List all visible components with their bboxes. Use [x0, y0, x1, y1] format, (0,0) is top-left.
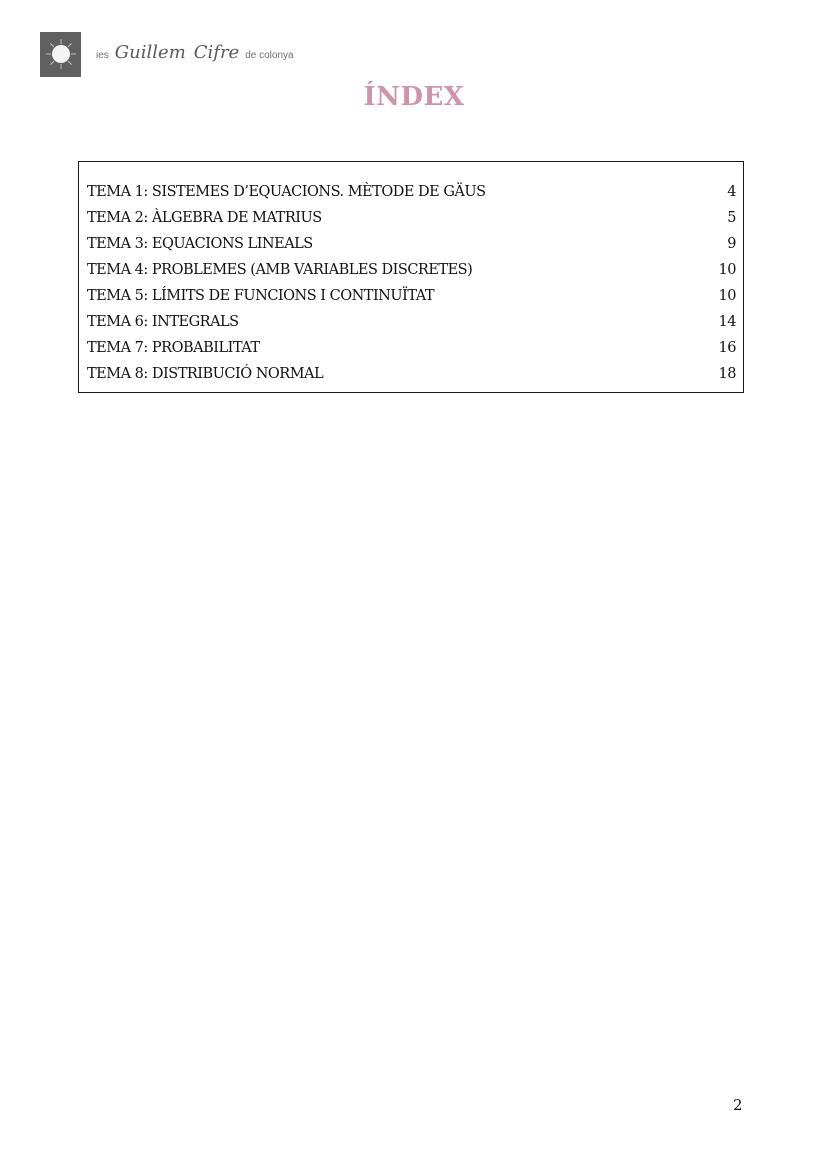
- toc-entry-label: TEMA 1: SISTEMES D’EQUACIONS. MÈTODE DE GÄUS: [87, 184, 486, 200]
- toc-entry-page: 18: [718, 366, 736, 382]
- brand-word-ies: ies: [96, 49, 109, 61]
- toc-list: [87, 179, 736, 387]
- brand-word-guillem: Guillem: [114, 41, 186, 63]
- toc-entry-label: TEMA 4: PROBLEMES (AMB VARIABLES DISCRETES): [87, 262, 473, 278]
- toc-entry-page: 16: [718, 340, 736, 356]
- toc-entry-1[interactable]: [87, 179, 736, 205]
- brand-word-colonya: de colonya: [245, 49, 294, 61]
- toc-entry-5[interactable]: [87, 283, 736, 309]
- toc-entry-label: TEMA 3: EQUACIONS LINEALS: [87, 236, 313, 252]
- toc-entry-2[interactable]: [87, 205, 736, 231]
- toc-entry-page: 5: [727, 210, 736, 226]
- brand-wordmark: [96, 42, 294, 63]
- toc-entry-page: 14: [718, 314, 736, 330]
- logo-box: [40, 32, 81, 77]
- toc-entry-page: 4: [727, 184, 736, 200]
- header-logo: [40, 31, 294, 77]
- page-title: ÍNDEX: [363, 82, 465, 112]
- toc-entry-6[interactable]: [87, 309, 736, 335]
- toc-entry-page: 9: [727, 236, 736, 252]
- toc-entry-label: TEMA 8: DISTRIBUCIÓ NORMAL: [87, 366, 324, 382]
- brand-word-cifre: Cifre: [193, 41, 240, 63]
- sun-circle-icon: [45, 38, 77, 70]
- toc-entry-label: TEMA 5: LÍMITS DE FUNCIONS I CONTINUÏTAT: [87, 288, 435, 304]
- toc-entry-page: 10: [718, 262, 736, 278]
- toc-entry-label: TEMA 7: PROBABILITAT: [87, 340, 260, 356]
- table-of-contents: [78, 161, 744, 393]
- toc-entry-page: 10: [718, 288, 736, 304]
- toc-entry-label: TEMA 6: INTEGRALS: [87, 314, 239, 330]
- toc-entry-4[interactable]: [87, 257, 736, 283]
- page-number: 2: [733, 1096, 743, 1114]
- toc-entry-8[interactable]: [87, 361, 736, 387]
- toc-entry-7[interactable]: [87, 335, 736, 361]
- toc-entry-3[interactable]: [87, 231, 736, 257]
- toc-entry-label: TEMA 2: ÀLGEBRA DE MATRIUS: [87, 210, 322, 226]
